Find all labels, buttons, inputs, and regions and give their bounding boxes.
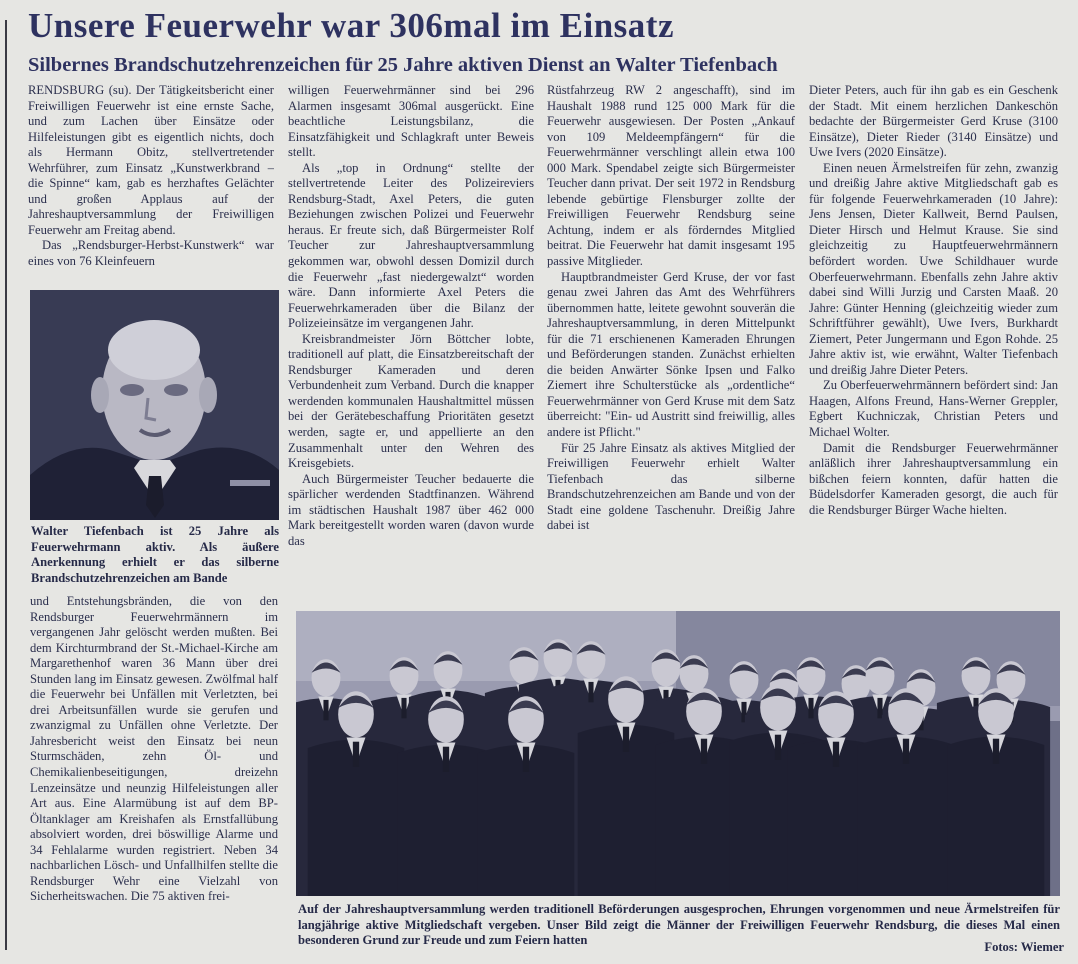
portrait-caption: Walter Tiefenbach ist 25 Jahre als Feuerwehrmann aktiv. Als äußere Anerkennung erhielt er das silberne Brandschutzehrenzeichen am Bande [31,524,279,585]
paragraph: Auch Bürgermeister Teucher bedauerte die spärlicher werdenden Stadtfinanzen. Während im städtischen Haushalt 1987 über 462 000 Mark bereitgestellt worden waren (davon wurde das [288,471,534,548]
paragraph: und Entstehungsbränden, die von den Rendsburger Feuerwehrmännern im vergangenen Jahr gelöscht werden mußten. Bei dem Kirchturmbrand der St.-Michael-Kirche am Margarethenhof waren 36 Mann über drei Stunden lang im Einsatz gewesen. Zwölfmal half die Feuerwehr bei Unfällen mit Verletzten, bei drei Arbeitsunfällen wurde sie gerufen und zwanzigmal zu Unfällen ohne Verletzte. Der Jahresbericht weist den Einsatz bei neun Sturmschäden, zehn Öl- und Chemikalienbeseitigungen, dreizehn Lenzeinsätze und neunzig Hilfeleistungen aller Art aus. Eine Alarmübung ist auf dem BP-Öltanklager am Kreishafen als Ernstfallübung absolviert worden, drei böswillige Alarme und 34 Fehlalarme wurden registriert. Neben 34 nachbarlichen Lösch- und Unfallhilfen stellte die Rendsburger Wehr eine Vielzahl von Sicherheitswachen. Die 75 aktiven frei- [30,594,278,904]
column-4 [809,83,1058,600]
paragraph: Für 25 Jahre Einsatz als aktives Mitglied der Freiwilligen Feuerwehr erhielt Walter Tiefenbach das silberne Brandschutzehrenzeichen am Bande und von der Stadt eine goldene Taschenuhr. Dreißig Jahre dabei ist [547,440,795,533]
column-rule [5,20,7,950]
column-2 [288,83,534,600]
paragraph: Kreisbrandmeister Jörn Böttcher lobte, traditionell auf platt, die Einsatzbereitschaft der Rendsburger Kameraden und deren Verbundenheit zum Verband. Durch die knapper werdenden kommunalen Haushaltmittel müssen bei der Gerätebeschaffung Prioritäten gesetzt werden, sagte er, und appellierte an den Zusammenhalt unter den Wehren des Kreisgebiets. [288,331,534,471]
group-image [296,611,1060,896]
column-1-top [28,83,274,286]
paragraph: willigen Feuerwehrmänner sind bei 296 Alarmen insgesamt 306mal ausgerückt. Eine beachtliche Leistungsbilanz, die Einsatzfähigkeit und Schlagkraft unter Beweis stellt. [288,83,534,160]
group-caption: Auf der Jahreshauptversammlung werden traditionell Beförderungen ausgesprochen, Ehrungen vorgenommen und neue Ärmelstreifen für langjährige aktive Mitgliedschaft vergeben. Unser Bild zeigt die Männer der Freiwilligen Feuerwehr Rendsburg, die dieses Mal einen besonderen Grund zur Freude und zum Feiern hatten [298,902,1060,948]
paragraph: Damit die Rendsburger Feuerwehrmänner anläßlich ihrer Jahreshauptversammlung ein bißchen feiern konnten, dafür hatten die Büdelsdorfer Kameraden gesorgt, die auch für die Rendsburger Bürger Wache hielten. [809,440,1058,517]
paragraph: Rüstfahrzeug RW 2 angeschafft), sind im Haushalt 1988 rund 125 000 Mark für die Feuerwehr ausgewiesen. Der Posten „Ankauf von 109 Meldeempfängern“ für die Feuerwehrmänner verschlingt allein etwa 100 000 Mark. Spendabel zeigte sich Bürgermeister Teucher dann privat. Der seit 1972 in Rendsburg lebende gebürtige Flensburger zollte der Freiwilligen Feuerwehr Rendsburg seine Achtung, indem er als förderndes Mitglied beitrat. Die Feuerwehr hat damit insgesamt 195 passive Mitglieder. [547,83,795,269]
column-3 [547,83,795,600]
subheadline: Silbernes Brandschutzehrenzeichen für 25 Jahre aktiven Dienst an Walter Tiefenbach [28,54,778,76]
group-photo [296,611,1060,896]
paragraph: Als „top in Ordnung“ stellte der stellvertretende Leiter des Polizeireviers Rendsburg-Stadt, Axel Peters, die guten Beziehungen zwischen Polizei und Feuerwehr heraus. Er freute sich, daß Bürgermeister Rolf Teucher zur Jahreshauptversammlung gekommen war, obwohl dessen Domizil durch die Feuerwehr „fast niedergewalzt“ worden wäre. Dann informierte Axel Peters die Feuerwehrkameraden über die Bilanz der Polizeieinsätze im vergangenen Jahr. [288,160,534,331]
paragraph: RENDSBURG (su). Der Tätigkeitsbericht einer Freiwilligen Feuerwehr ist eine ernste Sache, und zum Lachen über Einsätze oder Hilfeleistungen gibt es eigentlich nichts, doch als Hermann Obitz, stellvertretender Wehrführer, zum Einsatz „Kunstwerkbrand – die Spinne“ kam, gab es herzhaftes Gelächter und großen Applaus auf der Jahreshauptversammlung der Freiwilligen Feuerwehr am Freitag abend. [28,83,274,237]
headline: Unsere Feuerwehr war 306mal im Einsatz [28,6,674,45]
paragraph: Zu Oberfeuerwehrmännern befördert sind: Jan Haagen, Alfons Freund, Hans-Werner Greppler, Egbert Kuchniczak, Christian Peters und Michael Wolter. [809,378,1058,440]
paragraph: Das „Rendsburger-Herbst-Kunstwerk“ war eines von 76 Kleinfeuern [28,238,274,269]
portrait-image [30,290,279,520]
column-1-bottom [30,594,278,954]
paragraph: Hauptbrandmeister Gerd Kruse, der vor fast genau zwei Jahren das Amt des Wehrführers übernommen hatte, leitete gewohnt souverän die Jahreshauptversammlung, in deren Mittelpunkt für die 71 erschienenen Kameraden Ehrungen und Beförderungen standen. Zunächst erhielten die beiden Anwärter Sönke Ipsen und Falko Ziemert ihre Schulterstücke als „ordentliche“ Feuerwehrmänner von Gerd Kruse mit dem Satz überreicht: "Ein- ud Austritt sind freiwillig, alles andere ist Pflicht." [547,269,795,440]
paragraph: Einen neuen Ärmelstreifen für zehn, zwanzig und dreißig Jahre aktive Mitgliedschaft gab es für folgende Feuerwehrkameraden (10 Jahre): Jens Jensen, Dieter Kallweit, Bernd Paulsen, Dieter Hirsch und Helmut Krause. Sie sind gleichzeitig zu Hauptfeuerwehrmännern befördert worden. Uwe Schildhauer wurde Oberfeuerwehrmann. Ebenfalls zehn Jahre aktiv dabei sind Willi Jurzig und Carsten Maaß. 20 Jahre: Günter Henning (gleichzeitig wieder zum Schriftführer gewählt), Uwe Ivers, Burkhardt Ziemert, Peter Jungermann und Egon Rohde. 25 Jahre aktiv ist, wie erwähnt, Walter Tiefenbach und dreißig Jahre Dieter Peters. [809,160,1058,377]
photo-credit: Fotos: Wiemer [984,940,1064,954]
paragraph: Dieter Peters, auch für ihn gab es ein Geschenk der Stadt. Mit einem herzlichen Dankeschön bedachte der Bürgermeister Gerd Kruse (3100 Einsätze), Dieter Rieder (3140 Einsätze) und Uwe Ivers (2020 Einsätze). [809,83,1058,160]
portrait-photo [30,290,279,520]
